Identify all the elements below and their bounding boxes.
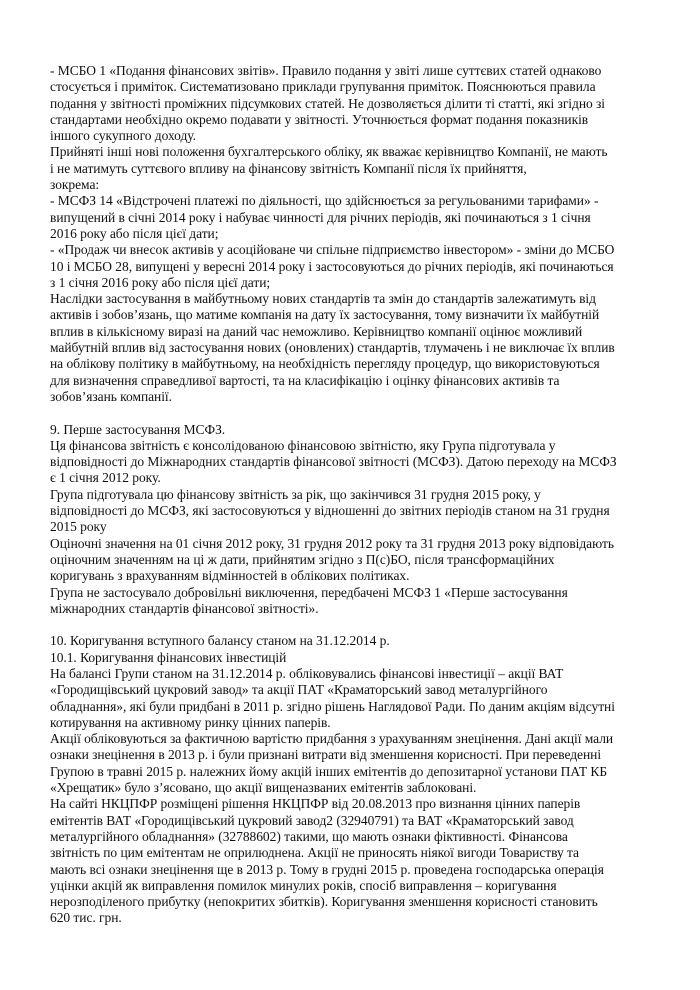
text-line: активів і зобов’язань, що матиме компанія на дату їх застосування, тому визначити їх майбутній xyxy=(50,307,600,323)
text-line: уцінки акцій як виправлення помилок минулих років, спосіб виправлення – коригування xyxy=(50,877,557,893)
text-line: випущений в січні 2014 року і набуває чинності для річних періодів, які починаються з 1 січня xyxy=(50,209,591,225)
text-line: Наслідки застосування в майбутньому нових стандартів та змін до стандартів залежатимуть від xyxy=(50,291,596,307)
text-line: «Хрещатик» було з’ясовано, що акції вищеназваних емітентів заблоковані. xyxy=(50,780,477,796)
text-line: звітність по цим емітентам не оприлюднена. Акції не приносять ніякої вигоди Товариству та xyxy=(50,845,579,861)
text-line: є 1 січня 2012 року. xyxy=(50,470,161,486)
text-line: майбутній вплив від застосування нових (оновлених) стандартів, тлумачень і не виключає їх вплив xyxy=(50,340,615,356)
text-line: ознаки знецінення в 2013 р. і були признані витрати від зменшення корисності. При переведенні xyxy=(50,747,602,763)
text-line: Прийняті інші нові положення бухгалтерського обліку, як вважає керівництво Компанії, не мають xyxy=(50,144,608,160)
text-line: «Городищівський цукровий завод» та акції ПАТ «Краматорський завод металургійного xyxy=(50,682,548,698)
text-line: На балансі Групи станом на 31.12.2014 р. обліковувались фінансові інвестиції – акції ВАТ xyxy=(50,665,564,681)
text-line: коригувань з врахуванням відмінностей в облікових політиках. xyxy=(50,568,410,584)
text-line: оціночним значенням на ці ж дати, прийнятим згідно з П(с)БО, після трансформаційних xyxy=(50,551,555,567)
text-line: для визначення справедливої вартості, та на класифікацію і оцінку фінансових активів та xyxy=(50,372,560,388)
text-line: 2015 року xyxy=(50,519,107,535)
text-line: Група підготувала цю фінансову звітність за рік, що закінчився 31 грудня 2015 року, у xyxy=(50,486,541,502)
text-line: нерозподіленого прибутку (непокритих збитків). Коригування зменшення корисності становить xyxy=(50,894,598,910)
text-line: обладнання», які були придбані в 2011 р. згідно рішень Наглядової Ради. По даним акціям відсутні xyxy=(50,698,615,714)
text-line: 10.1. Коригування фінансових інвестицій xyxy=(50,649,287,665)
text-line: Оціночні значення на 01 січня 2012 року, 31 грудня 2012 року та 31 грудня 2013 року відповідають xyxy=(50,535,614,551)
text-line: металургійного обладнання» (32788602) такими, що мають ознаки фіктивності. Фінансова xyxy=(50,828,568,844)
text-line: міжнародних стандартів фінансової звітності». xyxy=(50,600,319,616)
text-line: зокрема: xyxy=(50,177,100,193)
text-line: емітентів ВАТ «Городищівський цукровий завод2 (32940791) та ВАТ «Краматорський завод xyxy=(50,812,574,828)
text-line: іншого сукупного доходу. xyxy=(50,128,196,144)
text-line: котирування на активному ринку цінних паперів. xyxy=(50,714,331,730)
text-line: зобов’язань компанії. xyxy=(50,388,172,404)
text-line: Група не застосувало добровільні виключення, передбачені МСФЗ 1 «Перше застосування xyxy=(50,584,568,600)
text-line: вплив в кількісному виразі на даний час неможливо. Керівництво компанії оцінює можливий xyxy=(50,323,583,339)
text-line: 620 тис. грн. xyxy=(50,910,122,926)
text-line: стосується і приміток. Систематизовано приклади групування приміток. Пояснюються правила xyxy=(50,79,596,95)
text-line: Групою в травні 2015 р. належних йому акцій інших емітентів до депозитарної установи ПАТ КБ xyxy=(50,763,608,779)
paragraph-gap xyxy=(50,405,660,421)
text-line: відповідності до Міжнародних стандартів фінансової звітності (МСФЗ). Датою переходу на МСФЗ xyxy=(50,454,617,470)
paragraph-gap xyxy=(50,617,660,633)
text-line: Акції обліковуються за фактичною вартістю придбання з урахуванням знецінення. Дані акції мали xyxy=(50,731,614,747)
text-line: стандартами необхідно окремо подавати у звітності. Уточнюється формат подання показників xyxy=(50,111,589,127)
text-line: - МСФЗ 14 «Відстрочені платежі по діяльності, що здійснюється за регульованими тарифами» - xyxy=(50,193,599,209)
text-line: мають всі ознаки знецінення ще в 2013 р. Тому в грудні 2015 р. проведена господарська операція xyxy=(50,861,604,877)
text-line: відповідності до МСФЗ, які застосовуються у відношенні до звітних періодів станом на 31 грудня xyxy=(50,503,610,519)
text-line: 10 і МСБО 28, випущені у вересні 2014 року і застосовуються до річних періодів, які починаються xyxy=(50,258,614,274)
text-line: 2016 року або після цієї дати; xyxy=(50,225,219,241)
text-line: 9. Перше застосування МСФЗ. xyxy=(50,421,226,437)
text-line: На сайті НКЦПФР розміщені рішення НКЦПФР від 20.08.2013 про визнання цінних паперів xyxy=(50,796,581,812)
text-line: з 1 січня 2016 року або після цієї дати; xyxy=(50,274,271,290)
text-line: 10. Коригування вступного балансу станом на 31.12.2014 р. xyxy=(50,633,390,649)
text-line: - МСБО 1 «Подання фінансових звітів». Правило подання у звіті лише суттєвих статей однаково xyxy=(50,63,602,78)
text-line: і не матимуть суттєвого впливу на фінансову звітність Компанії після їх прийняття, xyxy=(50,160,527,176)
text-line: - «Продаж чи внесок активів у асоційоване чи спільне підприємство інвестором» - зміни до МСБО xyxy=(50,242,615,258)
text-line: Ця фінансова звітність є консолідованою фінансовою звітністю, яку Група підготувала у xyxy=(50,437,556,453)
text-line: подання у звітності проміжних підсумкових статей. Не дозволяється ділити ті статті, які згідно зі xyxy=(50,95,606,111)
text-line: на облікову політику в майбутньому, на необхідність перегляду процедур, що використовуються xyxy=(50,356,600,372)
